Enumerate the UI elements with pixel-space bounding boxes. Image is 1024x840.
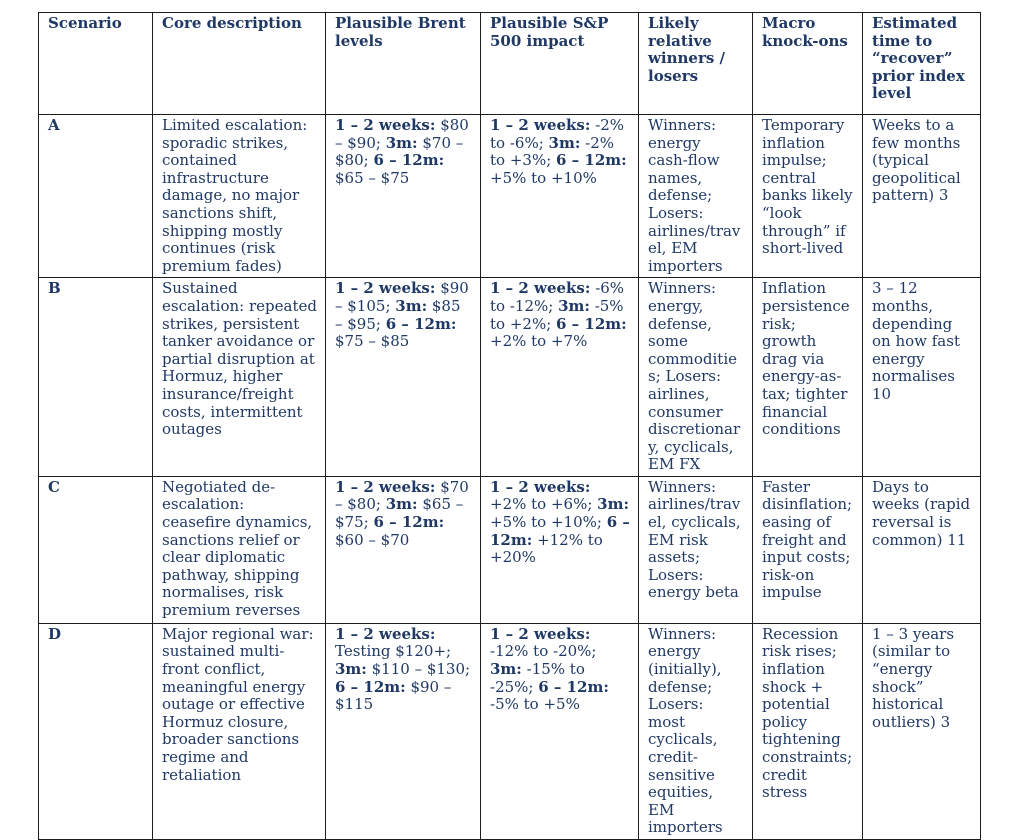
horizon-value: $70 – $80;: [335, 133, 464, 170]
horizon-label: 6 – 12m:: [490, 513, 630, 549]
horizon-label: 6 – 12m:: [538, 677, 609, 696]
cell-brent: [326, 115, 481, 278]
cell-brent: [326, 623, 481, 839]
horizon-value: -2% to +3%;: [490, 133, 615, 170]
horizon-value: $75 – $85: [335, 332, 410, 351]
cell-macro: Inflation persistence risk; growth drag via energy-as-tax; tighter financial conditions: [753, 278, 863, 477]
table-row: [39, 278, 981, 477]
cell-recovery: Days to weeks (rapid reversal is common) 11: [863, 476, 981, 623]
horizon-label: 6 – 12m:: [385, 314, 457, 333]
horizon-value: $60 – $70: [335, 530, 410, 549]
cell-winners: Winners: energy cash-flow names, defense; Losers: airlines/travel, EM importers: [639, 115, 753, 278]
horizon-value: $85 – $95;: [335, 296, 461, 333]
horizon-label: 3m:: [548, 133, 581, 152]
column-header-winners-losers: Likely relative winners / losers: [639, 13, 753, 115]
horizon-label: 3m:: [597, 495, 630, 514]
cell-winners: Winners: energy (initially), defense; Losers: most cyclicals, credit-sensitive equities, EM importers: [639, 623, 753, 839]
cell-scenario: A: [39, 115, 153, 278]
horizon-label: 1 – 2 weeks:: [335, 624, 436, 643]
table-row: [39, 476, 981, 623]
cell-winners: Winners: energy, defense, some commodities; Losers: airlines, consumer discretionary, cyclicals, EM FX: [639, 278, 753, 477]
horizon-label: 3m:: [385, 495, 418, 514]
horizon-value: +2% to +6%;: [490, 495, 598, 514]
cell-sp500: [481, 278, 639, 477]
horizon-value: $65 – $75: [335, 168, 410, 187]
cell-macro: Temporary inflation impulse; central banks likely “look through” if short-lived: [753, 115, 863, 278]
horizon-value: -5% to +5%: [490, 695, 580, 714]
cell-macro: Recession risk rises; inflation shock + potential policy tightening constraints; credit stress: [753, 623, 863, 839]
cell-recovery: 3 – 12 months, depending on how fast energy normalises 10: [863, 278, 981, 477]
horizon-value: $90 – $105;: [335, 279, 469, 315]
column-header-brent-levels: Plausible Brent levels: [326, 13, 481, 115]
column-header-recovery-time: Estimated time to “recover” prior index level: [863, 13, 981, 115]
cell-brent: [326, 278, 481, 477]
horizon-label: 3m:: [558, 296, 590, 315]
cell-description: Sustained escalation: repeated strikes, persistent tanker avoidance or partial disruption at Hormuz, higher insurance/freight costs, intermittent outages: [153, 278, 326, 477]
horizon-label: 1 – 2 weeks:: [335, 279, 436, 298]
horizon-label: 1 – 2 weeks:: [490, 116, 591, 134]
horizon-value: $90 – $115: [335, 677, 452, 714]
horizon-label: 6 – 12m:: [373, 151, 445, 170]
cell-scenario: D: [39, 623, 153, 839]
horizon-label: 6 – 12m:: [556, 314, 627, 333]
horizon-value: +2% to +7%: [490, 332, 588, 351]
horizon-label: 1 – 2 weeks:: [490, 624, 591, 643]
horizon-value: -5% to +2%;: [490, 296, 624, 333]
table-body: [39, 115, 981, 840]
horizon-label: 3m:: [395, 296, 428, 315]
horizon-value: $65 – $75;: [335, 495, 464, 532]
cell-sp500: [481, 115, 639, 278]
cell-recovery: Weeks to a few months (typical geopolitical pattern) 3: [863, 115, 981, 278]
horizon-label: 3m:: [385, 133, 418, 152]
horizon-label: 1 – 2 weeks:: [335, 116, 436, 134]
cell-description: Negotiated de-escalation: ceasefire dynamics, sanctions relief or clear diplomatic pathway, shipping normalises, risk premium reverses: [153, 476, 326, 623]
document-page: [38, 12, 981, 840]
cell-scenario: C: [39, 476, 153, 623]
horizon-value: -6% to -12%;: [490, 279, 625, 315]
horizon-value: +12% to +20%: [490, 530, 603, 567]
horizon-label: 6 – 12m:: [335, 677, 406, 696]
scenario-table: [38, 12, 981, 840]
horizon-value: -12% to -20%;: [490, 642, 597, 661]
horizon-label: 3m:: [335, 660, 367, 679]
table-row: [39, 623, 981, 839]
column-header-scenario: Scenario: [39, 13, 153, 115]
horizon-value: Testing $120+;: [335, 642, 452, 661]
horizon-label: 1 – 2 weeks:: [490, 279, 591, 298]
horizon-value: +5% to +10%: [490, 168, 597, 187]
cell-scenario: B: [39, 278, 153, 477]
horizon-value: -15% to -25%;: [490, 660, 585, 696]
horizon-value: $70 – $80;: [335, 477, 469, 514]
cell-sp500: [481, 476, 639, 623]
cell-description: Major regional war: sustained multi-front conflict, meaningful energy outage or effective Hormuz closure, broader sanctions regime and retaliation: [153, 623, 326, 839]
cell-macro: Faster disinflation; easing of freight and input costs; risk-on impulse: [753, 476, 863, 623]
horizon-label: 1 – 2 weeks:: [335, 477, 436, 496]
horizon-value: -2% to -6%;: [490, 116, 625, 152]
horizon-label: 3m:: [490, 660, 522, 679]
horizon-label: 6 – 12m:: [556, 151, 627, 170]
column-header-macro-knock-ons: Macro knock-ons: [753, 13, 863, 115]
cell-winners: Winners: airlines/travel, cyclicals, EM risk assets; Losers: energy beta: [639, 476, 753, 623]
horizon-value: $80 – $90;: [335, 116, 469, 152]
header-row: [39, 13, 981, 115]
horizon-label: 1 – 2 weeks:: [490, 477, 591, 496]
column-header-sp500-impact: Plausible S&P 500 impact: [481, 13, 639, 115]
cell-brent: [326, 476, 481, 623]
horizon-value: +5% to +10%;: [490, 513, 607, 532]
horizon-label: 6 – 12m:: [373, 513, 445, 532]
column-header-core-description: Core description: [153, 13, 326, 115]
cell-description: Limited escalation: sporadic strikes, contained infrastructure damage, no major sanctions shift, shipping mostly continues (risk premium fades): [153, 115, 326, 278]
cell-recovery: 1 – 3 years (similar to “energy shock” historical outliers) 3: [863, 623, 981, 839]
cell-sp500: [481, 623, 639, 839]
horizon-value: $110 – $130;: [366, 660, 471, 679]
table-row: [39, 115, 981, 278]
